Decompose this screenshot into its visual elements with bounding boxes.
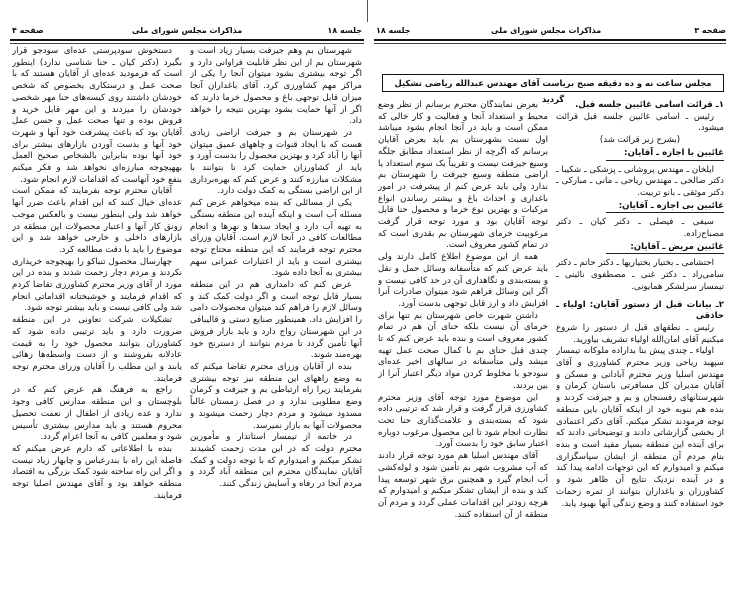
paragraph: آقای مهندس اسلیا هم مورد توجه قرار دادند که آب مشروب شهر بم تأمین شود و لوله‌کشی آب انجام گیرد و همچنین برق شهر توسعه پیدا کند و بنده از ایشان تشکر میکنم و امیدوارم که هرچه زودتر این اقدامات عملی گردد و مردم آن منطقه از آن استفاده کنند. [378,451,548,520]
subheading: غائبین با اجازه ـ آقایان: [606,148,724,161]
column-left [12,46,182,594]
paragraph: چهارسال محصول تنباکو را بهیچوجه خریداری نکردند و مردم دچار زحمت شدند و بنده در این مورد از آقای وزیر محترم کشاورزی تقاضا کردم که اقدام فرمایند و خوشبختانه اقداماتی انجام شد ولی کافی نیست و باید بیشتر توجه شود. [12,256,182,314]
paragraph: شهرستان بم وهم جیرفت بسیار زیاد است و شهرستان بم از این نظر قابلیت فراوانی دارد و اگر توجه بیشتری بشود میتوان آنجا را یکی از مراکز مهم کشاورزی کرد. آقای باغداران آنجا میزان قابل توجهی باغ و محصول خرما دارند که اگر از آنها حمایت بشود بهترین نتیجه را خواهد داد. [190,46,362,127]
paragraph: آقایان محترم توجه بفرمایند که ممکن است عده‌ای خیال کنند که این اقدام باعث ضرر آنها خواهد شد ولی اینطور نیست و بالعکس موجب رونق کار آنها و اعتبار محصولات این منطقه در بازارهای داخلی و خارجی خواهد شد و این موضوع را باید با دقت مطالعه کرد. [12,186,182,255]
column-left [378,100,548,594]
paragraph: بنده از آقایان وزرای محترم تقاضا میکنم که به وضع راههای این منطقه نیز توجه بیشتری بفرمایند زیرا راه ارتباطی بم و جیرفت و کرمان وضع مطلوبی ندارد و در فصل زمستان غالباً مسدود میشود و مردم دچار زحمت میشوند و محصولات آنها به بازار نمیرسد. [190,361,362,431]
paragraph: بعرض نمایندگان محترم برسانم از نظر وضع محیط و استعداد آنجا و فعالیت و کار خالی که ممکن است و باید در آنجا انجام بشود میباشد اول نسبت بشهرستان بم باید بعرض آقایان برسانم که اگرچه از نظر استعداد مطابق جلگه وسیع جیرفت نیست و تقریباً یک سوم استعداد یا اراضی منطقه وسیع جیرفت را شهرستان بم ندارد ولی باید عرض کنم از پیشرفت در امور باغداری و احداث باغ و بیشتر رساندن انواع مرکبات و بهترین نوع خرما و محصول حنا قابل توجه آقایان بود و مورد توجه قرار گرفت مرغوبیت خرمای شهرستان بم بقدری است که در تمام کشور معروف است. [378,100,548,251]
session-number: جلسه ۱۸ [376,26,411,35]
header-rule-thin [374,43,726,44]
header-rule [10,39,364,41]
page-number: صفحه ۴ [12,26,44,35]
paragraph: یکی از مسائلی که بنده میخواهم عرض کنم مسئله آب است و اینکه آینده این منطقه بستگی به تهیه آب دارد و ایجاد سدها و نهرها و انجام مطالعات کافی در آنجا لازم است. آقایان وزرای محترم توجه فرمایند که این منطقه محتاج توجه بیشتری است و باید از اعتبارات عمرانی سهم بیشتری به آنجا داده شود. [190,198,362,279]
paragraph: عرض کنم که دامداری هم در این منطقه بسیار قابل توجه است و اگر دولت کمک کند و وسائل لازم را فراهم کند میتوان محصولات دامی را افزایش داد. همینطور صنایع دستی و قالیبافی در این شهرستان رواج دارد و باید بازار فروش آنها تأمین گردد تا مردم بتوانند از دسترنج خود بهره‌مند شوند. [190,280,362,361]
column-right [556,100,724,594]
paragraph: در شهرستان بم و جیرفت اراضی زیادی هست که با ایجاد قنوات و چاههای عمیق میتوان آنها را آباد کرد و بهترین محصول را بدست آورد و باید از کشاورزان حمایت کرد تا بتوانند با مشکلات مبارزه کنند و عرض کنم که بهره‌برداری از این اراضی بستگی به کمک دولت دارد. [190,127,362,197]
paragraph: سیفی ـ فیصلی ـ دکتر کیان ـ دکتر مصباح‌زاده. [556,217,724,240]
header-rule-thin [10,43,364,44]
paragraph: همه از این موضوع اطلاع کامل دارند ولی باید عرض کنم که متأسفانه وسائل حمل و نقل و بسته‌بندی و نگاهداری آن در حد کافی نیست و اگر این وسائل فراهم شود میتوان صادرات آنرا افزایش داد و ارز قابل توجهی بدست آورد. [378,252,548,309]
page-header [12,26,362,40]
running-title: مذاکرات مجلس شورای ملی [132,26,243,35]
subheading: غائبین بی اجازه ـ آقایان: [606,201,724,214]
right-page [370,0,730,600]
column-right [190,46,362,594]
paragraph: داشتن شهرت خاص شهرستان بم تنها برای خرمای آن نیست بلکه حنای آن هم در تمام کشور معروف است و بنده باید عرض کنم که تا چندی قبل حنای بم با کمال صحت عمل تهیه میشد ولی متأسفانه در سالهای اخیر عده‌ای سودجو با مخلوط کردن مواد دیگر اعتبار آنرا از بین بردند. [378,310,548,391]
paragraph: این موضوع مورد توجه آقای وزیر محترم کشاورزی قرار گرفت و قرار شد که ترتیبی داده شود که بسته‌بندی و علامت‌گذاری حنا تحت نظارت انجام شود تا این محصول مرغوب دوباره اعتبار سابق خود را بدست آورد. [378,392,548,450]
page-number: صفحه ۳ [694,26,726,35]
paragraph: رئیس ـ نطقهای قبل از دستور را شروع میکنیم آقای امان‌الله اولیاء تشریف بیاورید. [556,322,724,345]
session-opening-box: مجلس ساعت نه و ده دقیقه صبح بریاست آقای مهندس عبدالله ریاضی تشکیل گردید [382,74,724,92]
section-heading: ۱ـ قرائت اسامی غائبین جلسه قبل. [575,100,724,110]
paragraph: احتشامی ـ بختیار بختیاریها ـ دکتر حاتم ـ دکتر سامی‌راد ـ دکتر غنی ـ مصطفوی نائینی ـ تیمسار سرلشکر همایونی. [556,258,724,292]
section-heading: ۲ـ بیانات قبل از دستور آقایان: اولیاء ـ حاذقی [556,299,724,322]
session-number: جلسه ۱۸ [327,26,362,35]
paragraph: تشکیلات شرکت تعاونی در این منطقه ضرورت دارد و باید ترتیبی داده شود که کشاورزان بتوانند محصول خود را به قیمت عادلانه بفروشند و از دست واسطه‌ها رهائی یابند و این مطلب را آقایان وزرای محترم توجه فرمایند. [12,315,182,384]
running-title: مذاکرات مجلس شورای ملی [491,26,602,35]
paragraph: رئیس ـ اسامی غائبین جلسه قبل قرائت میشود. [556,111,724,134]
paragraph: بنده با اطلاعاتی که دارم عرض میکنم که فاصله این راه با بندرعباس و چابهار زیاد نیست و اگر این راه ساخته شود کمک بزرگی به اقتصاد منطقه خواهد بود و آقای مهندس اصلیا توجه فرمایند. [12,443,182,501]
paragraph: راجع به فرهنگ هم عرض کنم که در بلوچستان و این منطقه مدارس کافی وجود ندارد و عده زیادی از اطفال از نعمت تحصیل محروم هستند و باید مدارس بیشتری تأسیس شود و معلمین کافی به آنجا اعزام گردد. [12,385,182,443]
header-rule [374,39,726,41]
paragraph: دستخوش سودپرستی عده‌ای سودجو قرار بگیرد (دکتر کیان ـ حنا شناسی ندارد) اینطور است که فرمودید عده‌ای از آقایان هستند که با صحت عمل و درستکاری بخصوص که شخص خودشان داشتند روی کیسه‌های حنا مهر شخصی خودشان را میزدند و این مهر قابل خرید و فروش بوده و تنها صحت عمل و حسن عمل آقایان بود که باعث پیشرفت خود آنها و شهرت خود آنها و بدست آوردن بازارهای بیشتر برای خود آنها بوده بنابراین بالشخاص صحیح العمل بههیچوجه مبارزه‌ای نخواهد شد و فکر میکنم بنفع خود آنهاست که اقدامات لازم انجام شود. [12,46,182,185]
subheading: غائبین مریض ـ آقایان: [606,242,724,255]
note: (بشرح زیر قرائت شد) [599,135,681,146]
page-header [376,26,726,40]
paragraph: اولیاء ـ چندی پیش بنا بداراده ملوکانه تیمسار سپهبد ریاحی وزیر محترم کشاورزی و آقای مهندس اسلیا وزیر محترم آبادانی و مسکن و آقایان مدیران کل مسافرتی باستان کرمان و شهرستانهای رفسنجان و بم و جیرفت کردند و بنده هم بنوبه خود از اینکه آقایان باین منطقه توجه فرمودند تشکر میکنم. آقای دکتر اعتمادی از بخشی گزارشاتی دادند و توضیحاتی دادند که برای آینده این منطقه بسیار مفید است و بنده بنام مردم آن منطقه از ایشان سپاسگزاری میکنم و امیدوارم که این توجهات ادامه پیدا کند و در آینده نزدیک نتایج آن ظاهر شود و کشاورزان و باغداران بتوانند از ثمره زحمات خود استفاده کنند و وضع زندگی آنها بهبود یابد. [556,346,724,509]
paragraph: در خاتمه از تیمسار استاندار و مأمورین محترم دولت که در این مدت زحمت کشیدند تشکر میکنم و امیدوارم که با توجه دولت و کمک آقایان نمایندگان محترم این منطقه آباد گردد و مردم آنجا در رفاه و آسایش زندگی کنند. [190,432,362,490]
paragraph: ایلخان ـ مهندس پروشانی ـ پزشکی ـ شکیبا ـ دکتر صالحی ـ مهندس ریاحی ـ مانی ـ مبارکی ـ دکتر موثقی ـ بانو تربیت. [556,164,724,198]
